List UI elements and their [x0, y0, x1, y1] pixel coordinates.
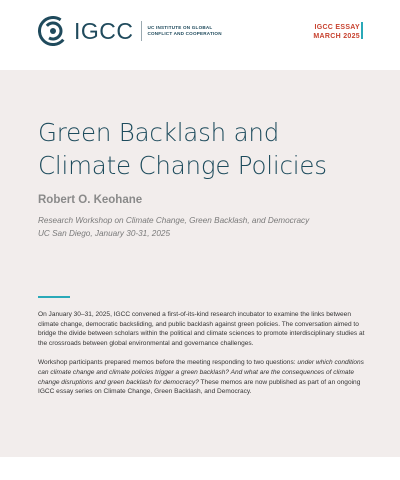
body-text — [38, 310, 370, 407]
page-header — [0, 0, 400, 70]
logo-wordmark: IGCC — [74, 18, 134, 44]
logo-divider — [141, 21, 142, 41]
essay-label: IGCC ESSAY — [314, 24, 360, 31]
igcc-logo-icon — [38, 16, 68, 46]
essay-date: MARCH 2025 — [313, 33, 360, 40]
logo-subtitle-line2: CONFLICT AND COOPERATION — [147, 31, 222, 36]
paragraph-2-start: Workshop participants prepared memos before the meeting responding to two questions: — [38, 359, 298, 367]
event-name: Research Workshop on Climate Change, Green Backlash, and Democracy — [38, 216, 310, 225]
paragraph-2-end: These memos are now published as part of an ongoing IGCC essay series on Climate Change, Green Backlash, and Democracy. — [38, 378, 361, 396]
event-meta — [38, 214, 309, 240]
paragraph-2-questions: under which conditions can climate change and climate policies trigger a green backlash? And what are the consequences of climate change disruptions and green backlash for democracy? — [38, 359, 364, 386]
event-location-date: UC San Diego, January 30-31, 2025 — [38, 229, 170, 238]
igcc-logo[interactable] — [38, 16, 222, 46]
paragraph-2 — [38, 358, 370, 396]
title-line1: Green Backlash and — [38, 118, 280, 147]
essay-tag — [313, 23, 360, 41]
accent-divider — [38, 296, 70, 298]
logo-subtitle-line1: UC INSTITUTE ON GLOBAL — [147, 25, 213, 30]
page-title — [38, 116, 368, 182]
author-name: Robert O. Keohane — [38, 194, 143, 206]
logo-subtitle — [148, 25, 222, 37]
title-line2: Climate Change Policies — [38, 151, 327, 180]
paragraph-1: On January 30–31, 2025, IGCC convened a first-of-its-kind research incubator to examine the links between climate change, democratic backsliding, and public backlash against green policies. The conversation aimed to bridge the divide between scholars within the political and climate sciences to promote interdisciplinary studies at the crossroads between global environmental and governance challenges. — [38, 311, 365, 347]
essay-accent-bar — [361, 22, 363, 39]
